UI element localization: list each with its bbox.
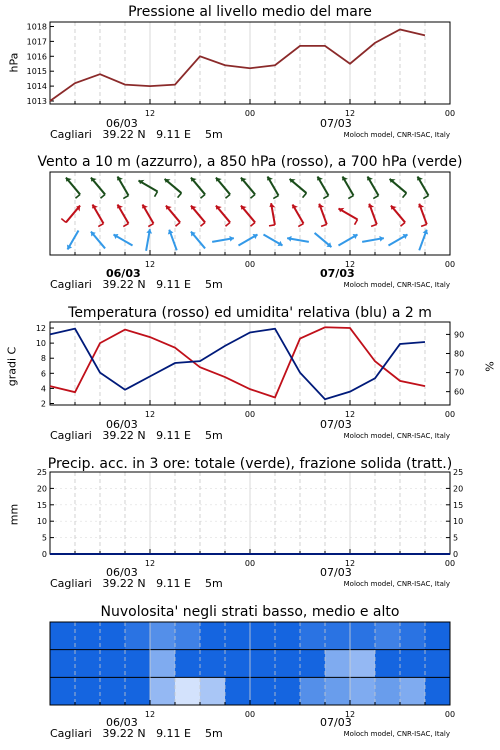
- wind-barb-10m: [168, 230, 177, 251]
- cloud-cell: [125, 677, 151, 705]
- temperature-title: Temperatura (rosso) ed umidita' relativa (blu) a 2 m: [68, 305, 432, 321]
- y-tick-label: 10: [36, 517, 47, 527]
- wind-barb-700hPa: [390, 179, 407, 198]
- wind-barb-850hPa: [368, 204, 377, 227]
- x-tick-label: 00: [444, 260, 456, 269]
- wind-barb-850hPa: [391, 206, 405, 227]
- barb-feather: [355, 220, 358, 225]
- barb-feather: [178, 193, 182, 198]
- barb-feather: [98, 224, 103, 227]
- credit: Moloch model, CNR-ISAC, Italy: [343, 281, 450, 289]
- wind-barb-10m: [338, 234, 357, 246]
- cloud-cell: [275, 622, 301, 650]
- cloud-cell: [75, 677, 101, 705]
- barb-feather: [371, 224, 377, 226]
- y-tick-label: 12: [35, 324, 46, 334]
- x-tick-label: 00: [444, 109, 456, 118]
- cloud-cell: [250, 622, 276, 650]
- temperature-line: [50, 327, 425, 397]
- location-lat: 39.22 N: [102, 429, 146, 442]
- cloud-cell: [425, 677, 451, 705]
- barb-feather: [321, 224, 327, 226]
- wind-barb-850hPa: [61, 206, 80, 223]
- location-line: [50, 429, 223, 442]
- cloud-cell: [50, 622, 76, 650]
- cloud-cell: [425, 650, 451, 678]
- wind-barb-10m: [91, 232, 105, 249]
- precip-chart: [37, 468, 463, 568]
- cloud-cell: [175, 622, 201, 650]
- location-name: Cagliari: [50, 577, 92, 590]
- wind-barb-850hPa: [191, 206, 205, 227]
- date-label-1: 06/03: [106, 418, 138, 431]
- y2-tick-label: 60: [454, 387, 465, 397]
- x-tick-label: 12: [344, 260, 356, 269]
- wind-barb-700hPa: [216, 178, 230, 199]
- wind-chart: [50, 172, 455, 269]
- barb-feather: [155, 192, 158, 197]
- barb-feather: [403, 193, 407, 198]
- location-elev: 5m: [205, 278, 223, 291]
- y-tick-label: 8: [40, 354, 46, 364]
- location-elev: 5m: [205, 577, 223, 590]
- y2-tick-label: 20: [453, 484, 464, 494]
- precip-ylabel: mm: [7, 503, 21, 526]
- x-tick-label: 00: [444, 710, 456, 719]
- y2-tick-label: 10: [453, 517, 464, 527]
- wind-barb-850hPa: [338, 208, 357, 225]
- location-lon: 9.11 E: [156, 278, 192, 291]
- barb-feather: [175, 222, 180, 226]
- wind-barb-700hPa: [66, 178, 80, 199]
- wind-barb-700hPa: [290, 179, 307, 198]
- temperature-ylabel-left: gradi C: [5, 346, 19, 387]
- y2-tick-label: 80: [454, 349, 465, 359]
- cloud-cell: [200, 650, 226, 678]
- wind-barb-700hPa: [317, 176, 328, 198]
- wind-barb-10m: [212, 236, 234, 242]
- date-label-2: 07/03: [320, 566, 352, 579]
- barb-feather: [298, 224, 303, 227]
- cloud-cell: [350, 677, 376, 705]
- barb-feather: [200, 222, 205, 226]
- x-tick-label: 12: [144, 109, 156, 118]
- wind-barb-10m: [362, 236, 384, 242]
- wind-barb-850hPa: [216, 206, 230, 227]
- barb-feather: [75, 194, 80, 198]
- wind-barb-850hPa: [318, 204, 327, 227]
- location-lon: 9.11 E: [156, 577, 192, 590]
- y2-tick-label: 5: [453, 533, 459, 543]
- wind-barb-850hPa: [117, 204, 128, 226]
- wind-barb-850hPa: [292, 204, 303, 226]
- date-label-1: 06/03: [106, 566, 138, 579]
- credit: Moloch model, CNR-ISAC, Italy: [343, 580, 450, 588]
- x-tick-label: 12: [144, 559, 156, 568]
- location-lon: 9.11 E: [156, 128, 192, 141]
- x-tick-label: 00: [244, 109, 256, 118]
- wind-barb-850hPa: [418, 204, 427, 227]
- cloud-cell: [75, 622, 101, 650]
- barb-feather: [348, 196, 353, 199]
- wind-barb-850hPa: [166, 206, 180, 227]
- cloud-cell: [250, 650, 276, 678]
- location-elev: 5m: [205, 727, 223, 740]
- x-tick-label: 00: [444, 410, 456, 419]
- cloud-cell: [50, 650, 76, 678]
- barb-feather: [323, 196, 328, 199]
- x-tick-label: 00: [244, 260, 256, 269]
- cloud-cell: [150, 650, 176, 678]
- precip-title: Precip. acc. in 3 ore: totale (verde), frazione solida (tratt.): [47, 456, 453, 472]
- cloud-cell: [275, 650, 301, 678]
- wind-barb-10m: [287, 236, 309, 242]
- cloud-cell: [150, 677, 176, 705]
- wind-barb-700hPa: [117, 176, 128, 198]
- cloud-cell: [200, 677, 226, 705]
- cloud-cell: [400, 622, 426, 650]
- cloud-cell: [300, 622, 326, 650]
- location-lat: 39.22 N: [102, 727, 146, 740]
- wind-barb-700hPa: [342, 176, 353, 198]
- cloud-cell: [225, 650, 251, 678]
- barb-feather: [61, 219, 66, 223]
- wind-barb-700hPa: [267, 176, 278, 198]
- y-tick-label: 25: [36, 468, 47, 477]
- temperature-ylabel-right: %: [483, 361, 497, 372]
- location-name: Cagliari: [50, 128, 92, 141]
- barb-feather: [225, 222, 230, 226]
- cloud-cell: [250, 677, 276, 705]
- cloud-cell: [350, 650, 376, 678]
- date-label-2: 07/03: [320, 716, 352, 729]
- y-tick-label: 1015: [26, 67, 47, 77]
- wind-title: Vento a 10 m (azzurro), a 850 hPa (rosso), a 700 hPa (verde): [37, 154, 463, 170]
- wind-barb-10m: [113, 234, 132, 246]
- cloud-cell: [225, 677, 251, 705]
- wind-barb-700hPa: [91, 178, 105, 199]
- x-tick-label: 00: [244, 710, 256, 719]
- date-label-1: 06/03: [106, 267, 141, 280]
- y-tick-label: 20: [36, 484, 47, 494]
- x-tick-label: 12: [144, 260, 156, 269]
- y-tick-label: 0: [41, 550, 47, 559]
- cloud-cell: [375, 622, 401, 650]
- barb-feather: [148, 224, 153, 227]
- location-name: Cagliari: [50, 727, 92, 740]
- x-tick-label: 00: [244, 559, 256, 568]
- cloud-cell: [125, 622, 151, 650]
- y-tick-label: 1016: [26, 52, 47, 62]
- wind-barb-10m: [67, 230, 79, 249]
- x-tick-label: 12: [144, 410, 156, 419]
- barb-feather: [250, 194, 255, 198]
- date-label-2: 07/03: [320, 418, 352, 431]
- y-tick-label: 1018: [26, 22, 47, 32]
- wind-barb-850hPa: [269, 203, 275, 226]
- wind-barb-700hPa: [241, 178, 255, 199]
- wind-barb-10m: [238, 234, 257, 246]
- location-lat: 39.22 N: [102, 278, 146, 291]
- barb-feather: [123, 196, 128, 199]
- x-tick-label: 12: [344, 410, 356, 419]
- barb-feather: [100, 194, 105, 198]
- x-tick-label: 12: [344, 559, 356, 568]
- y2-tick-label: 90: [454, 330, 465, 340]
- credit: Moloch model, CNR-ISAC, Italy: [343, 131, 450, 139]
- cloud-cell: [300, 677, 326, 705]
- y-tick-label: 2: [40, 399, 46, 409]
- cloud-chart: [50, 622, 455, 719]
- cloud-cell: [150, 622, 176, 650]
- x-tick-label: 00: [244, 410, 256, 419]
- y-tick-label: 10: [35, 339, 46, 349]
- x-tick-label: 12: [144, 710, 156, 719]
- y2-tick-label: 15: [453, 500, 464, 510]
- date-label-1: 06/03: [106, 716, 138, 729]
- cloud-cell: [175, 677, 201, 705]
- y-tick-label: 4: [40, 384, 46, 394]
- cloud-cell: [325, 650, 351, 678]
- credit: Moloch model, CNR-ISAC, Italy: [343, 730, 450, 738]
- y-tick-label: 5: [41, 533, 47, 543]
- cloud-cell: [400, 650, 426, 678]
- cloud-cell: [200, 622, 226, 650]
- cloud-cell: [225, 622, 251, 650]
- date-label-2: 07/03: [320, 267, 355, 280]
- cloud-cell: [100, 622, 126, 650]
- cloud-cell: [175, 650, 201, 678]
- location-name: Cagliari: [50, 278, 92, 291]
- cloud-cell: [100, 677, 126, 705]
- y-tick-label: 1014: [26, 82, 47, 92]
- cloud-cell: [375, 677, 401, 705]
- y2-tick-label: 70: [454, 368, 465, 378]
- cloud-cell: [425, 622, 451, 650]
- y2-tick-label: 0: [453, 550, 459, 559]
- barb-feather: [400, 222, 405, 226]
- pressure-chart: [27, 22, 455, 118]
- wind-barb-850hPa: [142, 204, 153, 226]
- barb-feather: [269, 225, 275, 226]
- pressure-title: Pressione al livello medio del mare: [128, 4, 372, 20]
- location-line: [50, 727, 223, 740]
- location-lat: 39.22 N: [102, 577, 146, 590]
- cloud-cell: [375, 650, 401, 678]
- barb-feather: [250, 222, 255, 226]
- barb-feather: [123, 224, 128, 227]
- wind-barb-700hPa: [191, 178, 205, 199]
- cloud-cell: [325, 622, 351, 650]
- wind-barb-700hPa: [138, 180, 157, 197]
- location-lat: 39.22 N: [102, 128, 146, 141]
- wind-barb-10m: [263, 235, 282, 247]
- wind-barb-10m: [191, 232, 205, 249]
- location-lon: 9.11 E: [156, 727, 192, 740]
- barb-feather: [225, 194, 230, 198]
- cloud-title: Nuvolosita' negli strati basso, medio e alto: [100, 604, 400, 620]
- wind-barb-10m: [419, 230, 428, 251]
- cloud-cell: [325, 677, 351, 705]
- cloud-cell: [100, 650, 126, 678]
- wind-barb-700hPa: [417, 176, 428, 198]
- location-line: [50, 278, 223, 291]
- location-elev: 5m: [205, 429, 223, 442]
- barb-feather: [303, 193, 307, 198]
- cloud-cell: [275, 677, 301, 705]
- barb-feather: [421, 224, 427, 226]
- x-tick-label: 00: [444, 559, 456, 568]
- location-name: Cagliari: [50, 429, 92, 442]
- x-tick-label: 12: [344, 109, 356, 118]
- wind-barb-700hPa: [367, 176, 378, 198]
- wind-barb-10m: [315, 233, 332, 247]
- wind-barb-850hPa: [241, 206, 255, 227]
- cloud-cell: [125, 650, 151, 678]
- date-label-2: 07/03: [320, 117, 352, 130]
- cloud-cell: [400, 677, 426, 705]
- date-label-1: 06/03: [106, 117, 138, 130]
- cloud-cell: [75, 650, 101, 678]
- y-tick-label: 1013: [26, 97, 47, 107]
- location-line: [50, 128, 223, 141]
- wind-barb-850hPa: [92, 204, 103, 226]
- barb-feather: [423, 196, 428, 199]
- y-tick-label: 1017: [26, 37, 47, 47]
- barb-feather: [200, 194, 205, 198]
- cloud-cell: [350, 622, 376, 650]
- barb-feather: [273, 196, 278, 199]
- cloud-cell: [300, 650, 326, 678]
- y-tick-label: 6: [40, 369, 46, 379]
- cloud-cell: [50, 677, 76, 705]
- x-tick-label: 12: [344, 710, 356, 719]
- y2-tick-label: 25: [453, 468, 464, 477]
- location-line: [50, 577, 223, 590]
- temperature-chart: [36, 322, 464, 419]
- location-elev: 5m: [205, 128, 223, 141]
- pressure-line: [50, 29, 425, 101]
- y-tick-label: 15: [36, 500, 47, 510]
- wind-barb-700hPa: [165, 179, 182, 198]
- barb-feather: [373, 196, 378, 199]
- wind-barb-10m: [388, 234, 407, 246]
- credit: Moloch model, CNR-ISAC, Italy: [343, 432, 450, 440]
- location-lon: 9.11 E: [156, 429, 192, 442]
- wind-barb-10m: [146, 229, 152, 251]
- pressure-ylabel: hPa: [7, 52, 21, 73]
